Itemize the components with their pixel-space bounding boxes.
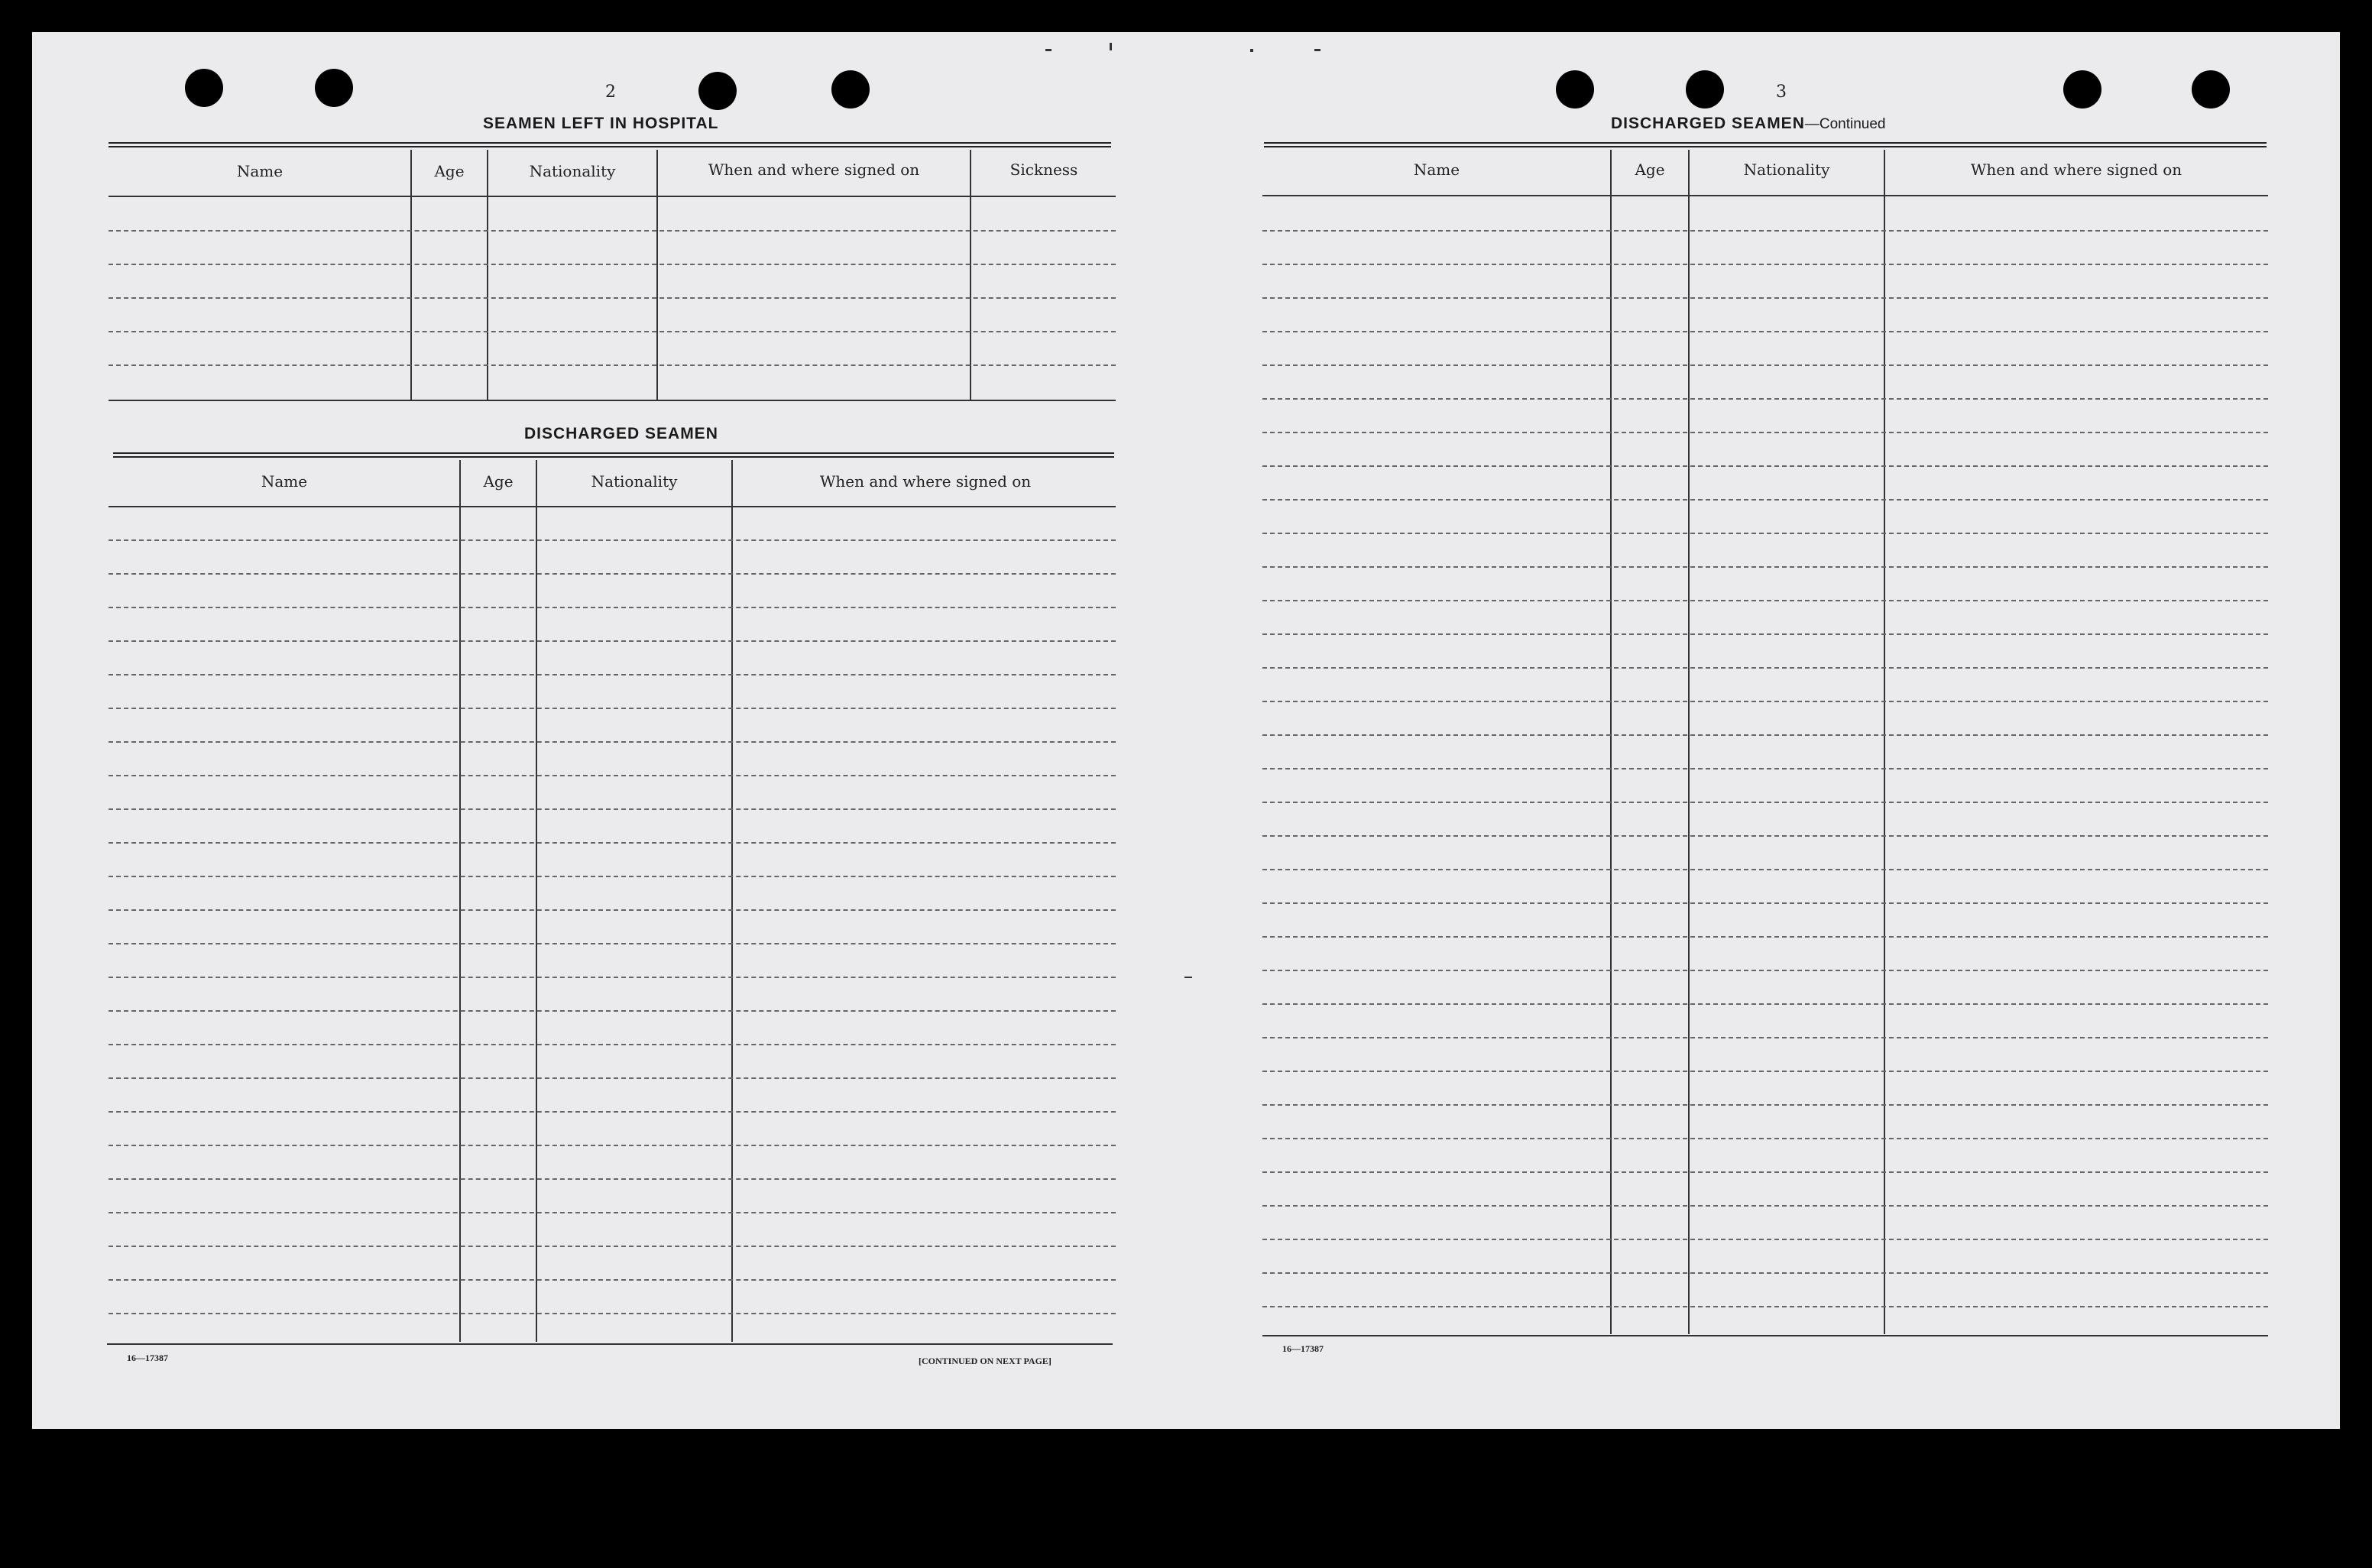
section-title-text: DISCHARGED SEAMEN: [1611, 115, 1805, 132]
section-title-discharged: DISCHARGED SEAMEN: [524, 425, 718, 442]
entry-line: [1262, 1205, 2268, 1207]
punch-hole: [831, 70, 870, 109]
scan-speck: [1314, 49, 1320, 51]
entry-line: [109, 1313, 1116, 1314]
entry-line: [109, 808, 1116, 810]
entry-line: [1262, 1171, 2268, 1173]
entry-line: [1262, 297, 2268, 299]
punch-hole: [185, 69, 223, 107]
entry-line: [109, 1246, 1116, 1247]
entry-line: [109, 1145, 1116, 1146]
column-divider: [731, 460, 733, 1342]
column-divider: [656, 150, 658, 400]
entry-line: [1262, 1138, 2268, 1139]
scan-speck: [1250, 49, 1253, 52]
scan-speck: [1184, 977, 1192, 978]
column-header-name: Name: [261, 472, 308, 491]
column-header-sickness: Sickness: [1009, 160, 1078, 179]
punch-hole: [2063, 70, 2101, 109]
entry-line: [1262, 970, 2268, 971]
entry-line: [1262, 264, 2268, 265]
entry-line: [1262, 1037, 2268, 1038]
entry-line: [1262, 633, 2268, 635]
entry-line: [109, 842, 1116, 844]
column-divider: [536, 460, 537, 1342]
column-divider: [1688, 150, 1690, 1334]
entry-line: [1262, 1071, 2268, 1072]
entry-line: [109, 264, 1116, 265]
column-divider: [970, 150, 971, 400]
continued-note: [CONTINUED ON NEXT PAGE]: [919, 1356, 1052, 1366]
entry-line: [1262, 1239, 2268, 1240]
column-divider: [1884, 150, 1885, 1334]
entry-line: [1262, 465, 2268, 467]
entry-line: [1262, 936, 2268, 938]
entry-line: [109, 1010, 1116, 1012]
punch-hole: [1686, 70, 1724, 109]
punch-hole: [315, 69, 353, 107]
entry-line: [109, 297, 1116, 299]
column-divider: [487, 150, 488, 400]
table-top-rule: [1264, 142, 2267, 147]
header-rule: [109, 506, 1116, 507]
entry-line: [109, 741, 1116, 743]
entry-line: [109, 876, 1116, 877]
entry-line: [1262, 802, 2268, 803]
column-divider: [459, 460, 461, 1342]
header-rule: [109, 196, 1116, 197]
table-top-rule: [113, 452, 1114, 458]
entry-line: [109, 1044, 1116, 1045]
entry-line: [109, 977, 1116, 978]
entry-line: [109, 708, 1116, 709]
column-header-signed-on: When and where signed on: [819, 472, 1032, 491]
section-title-hospital: SEAMEN LEFT IN HOSPITAL: [483, 115, 719, 132]
entry-line: [109, 1077, 1116, 1079]
entry-line: [109, 909, 1116, 911]
entry-line: [109, 230, 1116, 232]
column-header-name: Name: [236, 162, 284, 180]
column-header-nationality: Nationality: [591, 472, 678, 491]
section-title-suffix: —Continued: [1804, 116, 1886, 132]
entry-line: [109, 775, 1116, 776]
entry-line: [1262, 1003, 2268, 1005]
entry-line: [109, 364, 1116, 366]
column-header-nationality: Nationality: [529, 162, 616, 180]
scan-speck: [1045, 49, 1052, 51]
column-header-age: Age: [1635, 160, 1665, 179]
entry-line: [1262, 566, 2268, 568]
column-header-age: Age: [434, 162, 465, 180]
entry-line: [1262, 768, 2268, 769]
entry-line: [1262, 364, 2268, 366]
entry-line: [109, 674, 1116, 675]
entry-line: [109, 573, 1116, 575]
column-header-signed-on: When and where signed on: [708, 160, 920, 179]
form-number: 16—17387: [1282, 1343, 1324, 1354]
entry-line: [109, 640, 1116, 642]
entry-line: [1262, 1104, 2268, 1106]
form-sheet: [32, 32, 2340, 1429]
entry-line: [109, 943, 1116, 944]
entry-line: [1262, 902, 2268, 904]
entry-line: [109, 1279, 1116, 1281]
entry-line: [1262, 734, 2268, 736]
punch-hole: [1556, 70, 1594, 109]
entry-line: [1262, 398, 2268, 400]
table-bottom-rule: [109, 400, 1116, 401]
column-header-signed-on: When and where signed on: [1970, 160, 2182, 179]
table-bottom-rule: [107, 1343, 1113, 1345]
entry-line: [1262, 835, 2268, 837]
form-number: 16—17387: [127, 1353, 168, 1363]
punch-hole: [698, 72, 737, 110]
entry-line: [1262, 869, 2268, 870]
entry-line: [1262, 667, 2268, 669]
entry-line: [109, 607, 1116, 608]
entry-line: [1262, 1272, 2268, 1274]
entry-line: [1262, 499, 2268, 501]
entry-line: [1262, 230, 2268, 232]
entry-line: [1262, 701, 2268, 702]
page-number: 2: [605, 83, 616, 102]
entry-line: [1262, 331, 2268, 332]
column-header-age: Age: [483, 472, 514, 491]
entry-line: [1262, 600, 2268, 601]
entry-line: [1262, 1306, 2268, 1307]
entry-line: [109, 1212, 1116, 1213]
column-header-nationality: Nationality: [1743, 160, 1830, 179]
column-divider: [1610, 150, 1612, 1334]
header-rule: [1262, 195, 2268, 196]
table-top-rule: [109, 142, 1111, 147]
entry-line: [1262, 533, 2268, 534]
punch-hole: [2192, 70, 2230, 109]
table-bottom-rule: [1262, 1335, 2268, 1336]
page-number: 3: [1776, 83, 1787, 102]
entry-line: [109, 539, 1116, 541]
entry-line: [109, 1111, 1116, 1113]
entry-line: [1262, 432, 2268, 433]
column-header-name: Name: [1413, 160, 1460, 179]
section-title-discharged-continued: [1611, 115, 1885, 133]
column-divider: [410, 150, 412, 400]
scan-speck: [1110, 43, 1112, 50]
entry-line: [109, 1178, 1116, 1180]
entry-line: [109, 331, 1116, 332]
